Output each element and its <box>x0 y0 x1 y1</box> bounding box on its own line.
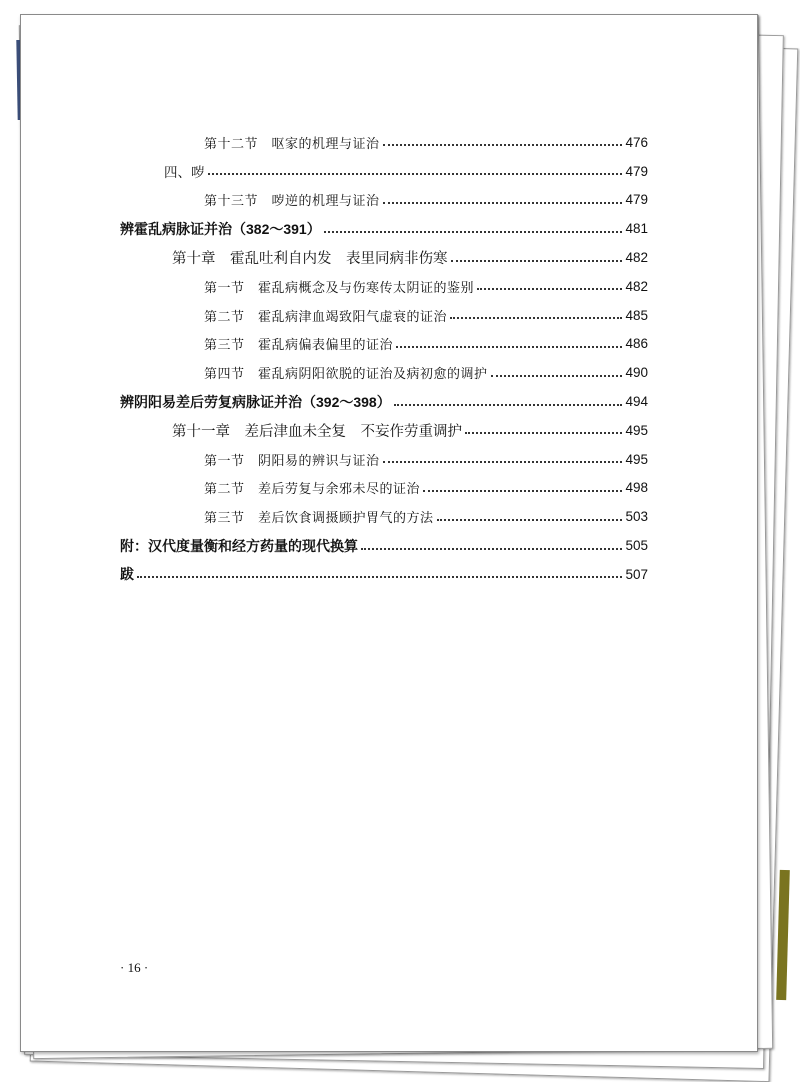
dot-leader <box>137 576 622 578</box>
dot-leader <box>324 231 623 233</box>
toc-entry-title: 第二节 霍乱病津血竭致阳气虚衰的证治 <box>204 309 448 325</box>
toc-entry-title: 跋 <box>120 566 134 583</box>
toc-entry <box>120 416 648 445</box>
dot-leader <box>396 346 622 348</box>
toc-entry-page: 503 <box>625 509 648 525</box>
toc-entry-title: 第十一章 差后津血未全复 不妄作劳重调护 <box>172 423 462 440</box>
toc-entry <box>120 560 648 589</box>
toc-entry-title: 第三节 差后饮食调摄顾护胃气的方法 <box>204 511 434 527</box>
dot-leader <box>437 519 623 521</box>
toc-entry <box>120 330 648 359</box>
toc-entry <box>120 186 648 215</box>
dot-leader <box>450 317 622 319</box>
dot-leader <box>491 375 623 377</box>
toc-entry-page: 490 <box>625 365 648 381</box>
toc-entry-page: 482 <box>625 278 648 294</box>
dot-leader <box>465 432 622 434</box>
toc-entry <box>120 474 648 503</box>
toc-entry <box>120 358 648 387</box>
page-number: · 16 · <box>120 960 149 975</box>
toc-entry-page: 505 <box>625 538 648 554</box>
dot-leader <box>383 461 623 463</box>
dot-leader <box>394 404 623 406</box>
toc-entry-title: 第一节 阴阳易的辨识与证治 <box>204 453 380 469</box>
toc-entry <box>120 301 648 330</box>
dot-leader <box>361 548 622 550</box>
toc-entry-page: 495 <box>625 422 648 438</box>
toc-entry <box>120 272 648 301</box>
dot-leader <box>208 173 623 175</box>
toc-entry-title: 附：汉代度量衡和经方药量的现代换算 <box>120 537 358 554</box>
table-of-contents <box>120 128 648 589</box>
toc-entry-page: 485 <box>625 307 648 323</box>
toc-entry-title: 第四节 霍乱病阴阳欲脱的证治及病初愈的调护 <box>204 367 488 383</box>
toc-entry-page: 486 <box>625 336 648 352</box>
toc-entry-page: 494 <box>625 394 648 410</box>
toc-entry-title: 第二节 差后劳复与余邪未尽的证治 <box>204 482 421 498</box>
toc-entry-page: 479 <box>625 192 648 208</box>
toc-entry <box>120 502 648 531</box>
toc-entry-title: 第十三节 哕逆的机理与证治 <box>204 194 380 210</box>
toc-entry <box>120 157 648 186</box>
toc-entry <box>120 214 648 243</box>
toc-entry <box>120 531 648 560</box>
toc-entry <box>120 243 648 272</box>
toc-entry-page: 495 <box>625 451 648 467</box>
toc-entry-title: 四、哕 <box>164 165 205 182</box>
toc-entry <box>120 445 648 474</box>
dot-leader <box>383 202 623 204</box>
toc-entry-title: 第十章 霍乱吐利自内发 表里同病非伤寒 <box>172 251 448 268</box>
toc-entry-page: 476 <box>625 134 648 150</box>
toc-entry <box>120 387 648 416</box>
toc-entry-page: 498 <box>625 480 648 496</box>
dot-leader <box>477 288 622 290</box>
dot-leader <box>383 144 623 146</box>
toc-entry-page: 482 <box>625 250 648 266</box>
toc-entry-page: 479 <box>625 163 648 179</box>
toc-entry-title: 辨霍乱病脉证并治（382～391） <box>120 220 321 237</box>
toc-entry-page: 481 <box>625 221 648 237</box>
toc-entry <box>120 128 648 157</box>
toc-entry-title: 第三节 霍乱病偏表偏里的证治 <box>204 338 394 354</box>
cover-edge-strip <box>776 870 790 1000</box>
dot-leader <box>451 260 623 262</box>
toc-entry-title: 第十二节 呕家的机理与证治 <box>204 136 380 152</box>
toc-entry-page: 507 <box>625 566 648 582</box>
toc-entry-title: 第一节 霍乱病概念及与伤寒传太阴证的鉴别 <box>204 280 475 296</box>
dot-leader <box>423 490 622 492</box>
toc-entry-title: 辨阴阳易差后劳复病脉证并治（392～398） <box>120 393 391 410</box>
